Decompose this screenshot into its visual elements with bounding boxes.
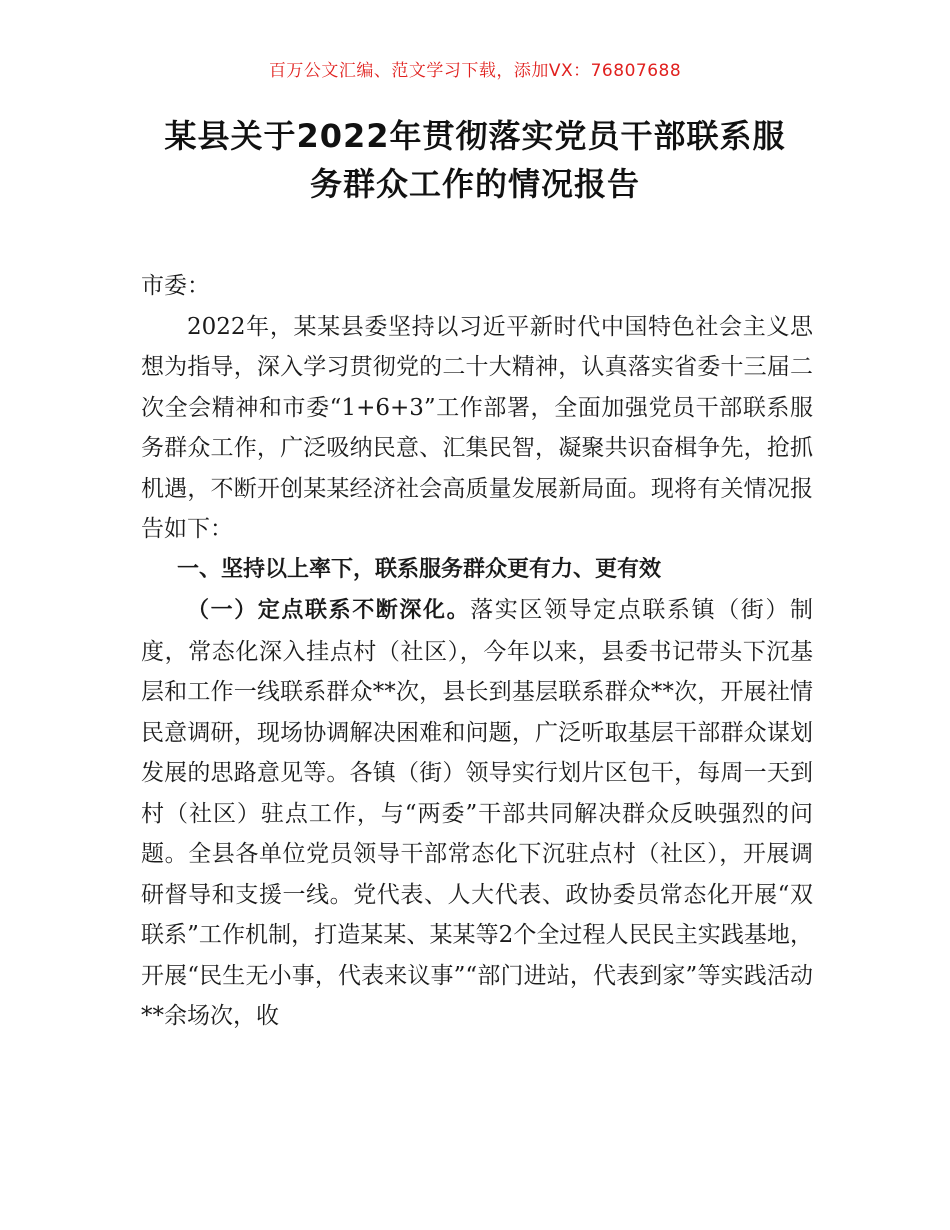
document-body [141, 266, 813, 1037]
subsection-paragraph-1 [141, 590, 813, 1037]
subsection-lead: （一）定点联系不断深化。 [187, 598, 471, 623]
intro-paragraph: 2022年，某某县委坚持以习近平新时代中国特色社会主义思想为指导，深入学习贯彻党的二十大精神，认真落实省委十三届二次全会精神和市委“1+6+3”工作部署，全面加强党员干部联系服务群众工作，广泛吸纳民意、汇集民智，凝聚共识奋楫争先，抢抓机遇，不断开创某某经济社会高质量发展新局面。现将有关情况报告如下： [141, 313, 813, 542]
salutation: 市委： [141, 273, 210, 299]
watermark-header-note: 百万公文汇编、范文学习下载，添加VX：76807688 [268, 61, 682, 81]
title-line-2: 务群众工作的情况报告 [309, 165, 640, 203]
subsection-text: 落实区领导定点联系镇（街）制度，常态化深入挂点村（社区），今年以来，县委书记带头下沉基层和工作一线联系群众**次，县长到基层联系群众**次，开展社情民意调研，现场协调解决困难和问题，广泛听取基层干部群众谋划发展的思路意见等。各镇（街）领导实行划片区包干，每周一天到村（社区）驻点工作，与“两委”干部共同解决群众反映强烈的问题。全县各单位党员领导干部常态化下沉驻点村（社区），开展调研督导和支援一线。党代表、人大代表、政协委员常态化开展“双联系”工作机制，打造某某、某某等2个全过程人民民主实践基地，开展“民生无小事，代表来议事”“部门进站，代表到家”等实践活动**余场次，收 [141, 597, 813, 1029]
document-title [110, 112, 840, 208]
title-line-1: 某县关于2022年贯彻落实党员干部联系服 [164, 117, 786, 155]
section-heading-1: 一、坚持以上率下，联系服务群众更有力、更有效 [177, 556, 662, 582]
